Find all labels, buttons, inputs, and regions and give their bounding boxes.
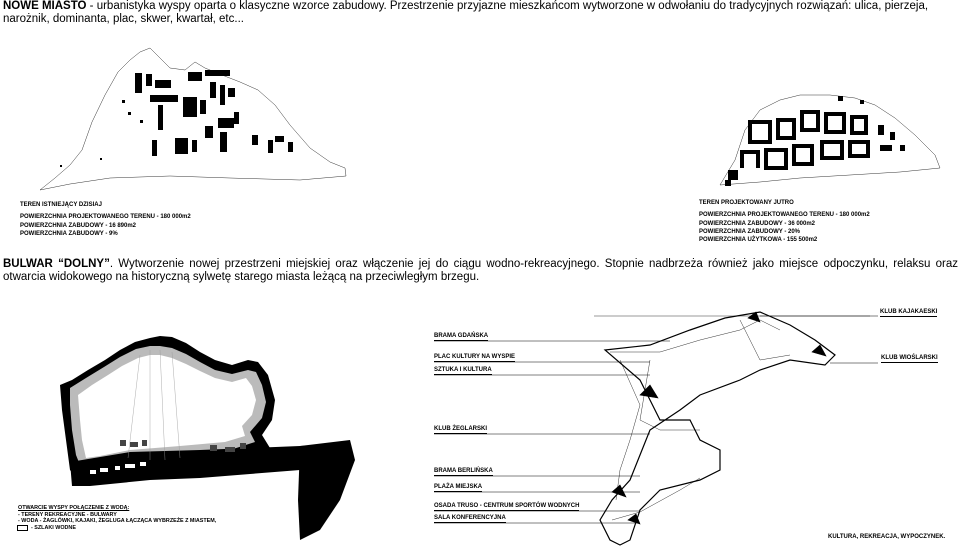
label-plac-kultury: PLAC KULTURY NA WYSPIE [434, 354, 516, 360]
bulwar-text: . Wytworzenie nowej przestrzeni miejskiej oraz włączenie jej do ciągu wodno-rekreacyjnego. Stopnie nadbrzeża również jako miejsce odpoczynku, relaksu oraz otwarcia widokowego na historyczną sylwetę starego miasta leżącą na przeciwległym brzegu. [3, 258, 958, 283]
existing-site-plan [40, 48, 346, 190]
legend-existing-heading: TEREN ISTNIEJĄCY DZISIAJ [20, 202, 102, 208]
legend-designed-heading: TEREN PROJEKTOWANY JUTRO [699, 200, 794, 206]
bulwar-paragraph [3, 258, 958, 284]
access-legend-item: - WODA - ŻAGLÓWKI, KAJAKI, ŻEGLUGA ŁĄCZĄCA WYBRZEŻE Z MIASTEM, [18, 518, 217, 525]
legend-designed-line: POWIERZCHNIA PROJEKTOWANEGO TERENU - 180 000m2 [699, 212, 870, 219]
footer-caption: KULTURA, REKREACJA, WYPOCZYNEK. [828, 534, 946, 540]
label-klub-wioslarski: KLUB WIOŚLARSKI [881, 355, 938, 361]
label-brama-berlinska: BRAMA BERLIŃSKA [434, 468, 493, 474]
legend-existing-line: POWIERZCHNIA ZABUDOWY - 16 890m2 [20, 222, 137, 229]
canal-right [298, 440, 355, 540]
label-brama-gdanska: BRAMA GDAŃSKA [434, 333, 489, 339]
bulwar-heading: BULWAR “DOLNY” [3, 258, 110, 270]
designed-site-plan [720, 95, 940, 186]
label-osada-truso: OSADA TRUSO - CENTRUM SPORTÓW WODNYCH [434, 503, 580, 509]
legend-existing-line: POWIERZCHNIA ZABUDOWY - 9% [20, 230, 118, 237]
label-klub-kajakaeski: KLUB KAJAKAESKI [880, 309, 938, 315]
label-sztuka-kultura: SZTUKA I KULTURA [434, 367, 492, 373]
legend-existing-line: POWIERZCHNIA PROJEKTOWANEGO TERENU - 180 000m2 [20, 214, 191, 221]
access-legend-item-swatch-row [18, 525, 216, 532]
intro-heading: NOWE MIASTO [3, 0, 87, 12]
access-legend-title: OTWARCIE WYSPY POŁĄCZENIE Z WODĄ: [18, 505, 130, 511]
label-sala-konferencyjna: SALA KONFERENCYJNA [434, 515, 506, 521]
diagram-island-outline [600, 312, 835, 545]
recreation-diagram [594, 312, 870, 545]
legend-designed [699, 199, 870, 244]
intro-text: - urbanistyka wyspy oparta o klasyczne wzorce zabudowy. Przestrzenie przyjazne mieszkańcom wytworzone w odwołaniu do tradycyjnych rozwiązań: ulica, pierzeja, narożnik, dominanta, plac, skwer, kwartał, etc... [3, 0, 929, 25]
legend-existing [20, 201, 191, 238]
access-legend-item: - TERENY REKREACYJNE - BULWARY [18, 511, 117, 518]
legend-designed-line: POWIERZCHNIA UŻYTKOWA - 155 500m2 [699, 237, 818, 244]
label-klub-zeglarski: KLUB ŻEGLARSKI [434, 426, 487, 432]
access-legend [18, 505, 216, 531]
legend-designed-line: POWIERZCHNIA ZABUDOWY - 20% [699, 228, 801, 235]
legend-designed-line: POWIERZCHNIA ZABUDOWY - 36 000m2 [699, 220, 816, 227]
label-leaders [434, 316, 878, 523]
label-plaza-miejska: PLAŻA MIEJSKA [434, 484, 483, 490]
existing-island-outline [40, 48, 346, 190]
access-legend-item: - SZLAKI WODNE [31, 524, 76, 531]
water-route-swatch [17, 525, 28, 531]
